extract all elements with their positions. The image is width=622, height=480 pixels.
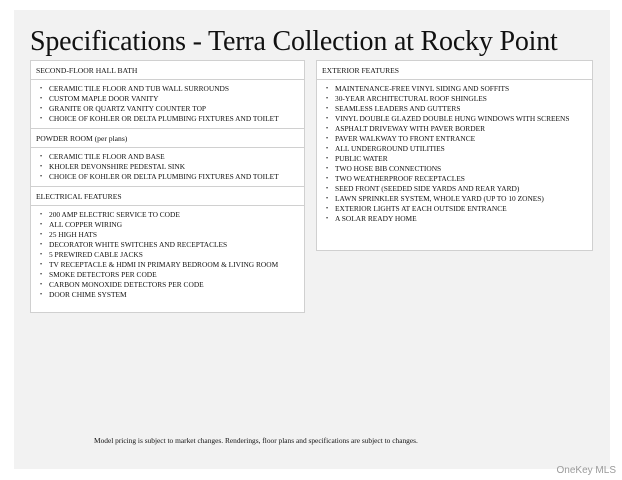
section-heading-powder-room: POWDER ROOM (per plans)	[31, 129, 304, 148]
list-item: • CHOICE OF KOHLER OR DELTA PLUMBING FIXTURES AND TOILET	[49, 114, 304, 124]
list-item: • DECORATOR WHITE SWITCHES AND RECEPTACLES	[49, 240, 304, 250]
list-item: • 5 PREWIRED CABLE JACKS	[49, 250, 304, 260]
list-item: • CERAMIC TILE FLOOR AND TUB WALL SURROUNDS	[49, 84, 304, 94]
list-item: • TWO HOSE BIB CONNECTIONS	[335, 164, 592, 174]
list-item: • MAINTENANCE-FREE VINYL SIDING AND SOFFITS	[335, 84, 592, 94]
spec-sheet	[14, 10, 610, 469]
list-item: • ALL UNDERGROUND UTILITIES	[335, 144, 592, 154]
section-body-exterior-features	[317, 80, 592, 228]
list-item: • TWO WEATHERPROOF RECEPTACLES	[335, 174, 592, 184]
section-heading-exterior-features: EXTERIOR FEATURES	[317, 61, 592, 80]
spec-list	[31, 152, 304, 182]
list-item: • 200 AMP ELECTRIC SERVICE TO CODE	[49, 210, 304, 220]
list-item: • GRANITE OR QUARTZ VANITY COUNTER TOP	[49, 104, 304, 114]
list-item: • CERAMIC TILE FLOOR AND BASE	[49, 152, 304, 162]
spec-list	[31, 84, 304, 124]
section-heading-electrical-features: ELECTRICAL FEATURES	[31, 187, 304, 206]
list-item: • SEAMLESS LEADERS AND GUTTERS	[335, 104, 592, 114]
spec-list	[31, 210, 304, 300]
left-spec-panel	[30, 60, 305, 313]
list-item: • CUSTOM MAPLE DOOR VANITY	[49, 94, 304, 104]
list-item: • CARBON MONOXIDE DETECTORS PER CODE	[49, 280, 304, 290]
section-heading-second-floor-hall-bath: SECOND-FLOOR HALL BATH	[31, 61, 304, 80]
disclaimer-text: Model pricing is subject to market changes. Renderings, floor plans and specifications are subject to changes.	[94, 436, 418, 445]
list-item: • ALL COPPER WIRING	[49, 220, 304, 230]
list-item: • SEED FRONT (SEEDED SIDE YARDS AND REAR YARD)	[335, 184, 592, 194]
list-item: • TV RECEPTACLE & HDMI IN PRIMARY BEDROOM & LIVING ROOM	[49, 260, 304, 270]
list-item: • KHOLER DEVONSHIRE PEDESTAL SINK	[49, 162, 304, 172]
list-item: • ASPHALT DRIVEWAY WITH PAVER BORDER	[335, 124, 592, 134]
list-item: • VINYL DOUBLE GLAZED DOUBLE HUNG WINDOWS WITH SCREENS	[335, 114, 592, 124]
list-item: • EXTERIOR LIGHTS AT EACH OUTSIDE ENTRANCE	[335, 204, 592, 214]
list-item: • DOOR CHIME SYSTEM	[49, 290, 304, 300]
spec-list	[317, 84, 592, 224]
page-title: Specifications - Terra Collection at Rocky Point	[30, 26, 558, 57]
mls-watermark: OneKey MLS	[556, 465, 616, 476]
section-body-powder-room	[31, 148, 304, 187]
list-item: • PUBLIC WATER	[335, 154, 592, 164]
section-body-second-floor-hall-bath	[31, 80, 304, 129]
right-spec-panel	[316, 60, 593, 251]
list-item: • PAVER WALKWAY TO FRONT ENTRANCE	[335, 134, 592, 144]
list-item: • A SOLAR READY HOME	[335, 214, 592, 224]
list-item: • 30-YEAR ARCHITECTURAL ROOF SHINGLES	[335, 94, 592, 104]
list-item: • SMOKE DETECTORS PER CODE	[49, 270, 304, 280]
list-item: • 25 HIGH HATS	[49, 230, 304, 240]
section-body-electrical-features	[31, 206, 304, 304]
list-item: • CHOICE OF KOHLER OR DELTA PLUMBING FIXTURES AND TOILET	[49, 172, 304, 182]
list-item: • LAWN SPRINKLER SYSTEM, WHOLE YARD (UP TO 10 ZONES)	[335, 194, 592, 204]
